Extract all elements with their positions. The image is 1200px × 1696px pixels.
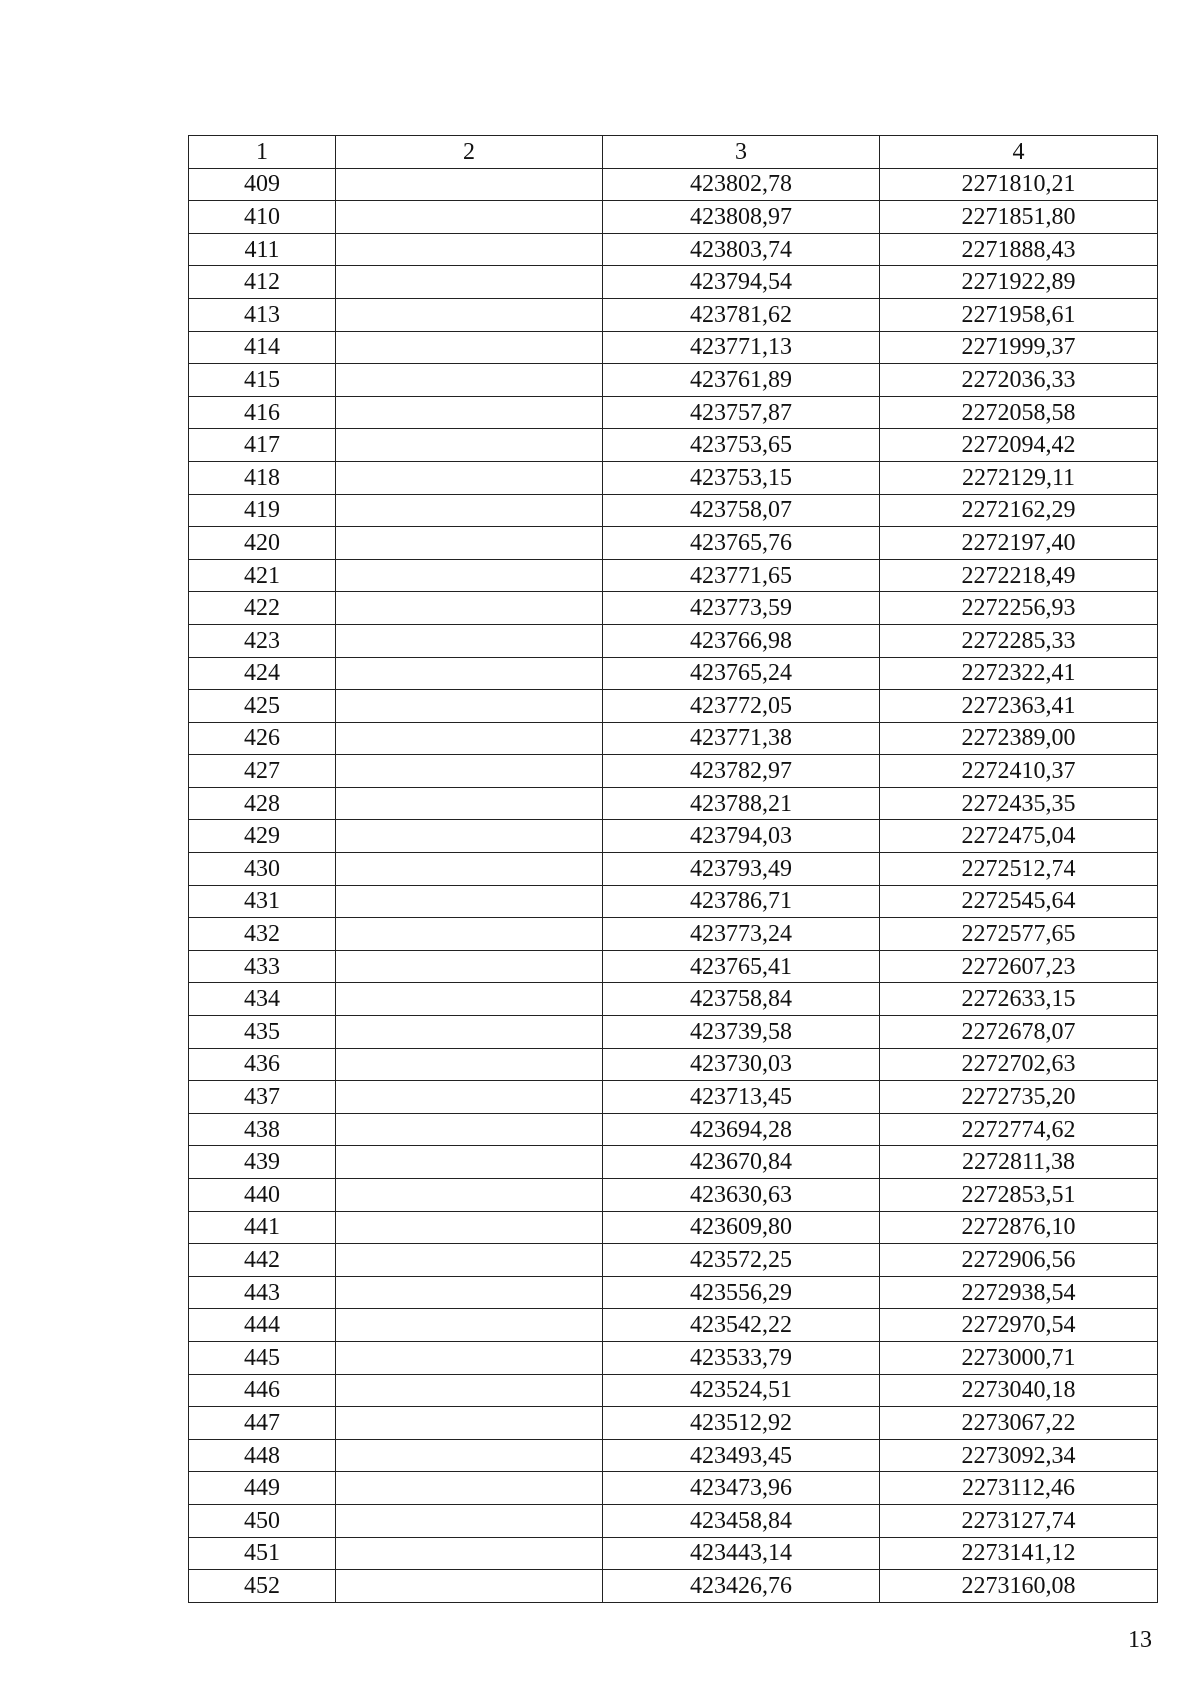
table-row xyxy=(189,168,1158,201)
y-coordinate-cell: 2273160,08 xyxy=(880,1570,1158,1603)
point-number-cell: 430 xyxy=(189,853,336,886)
empty-cell xyxy=(336,461,603,494)
table-row xyxy=(189,1407,1158,1440)
empty-cell xyxy=(336,1211,603,1244)
empty-cell xyxy=(336,1081,603,1114)
empty-cell xyxy=(336,1113,603,1146)
point-number-cell: 447 xyxy=(189,1407,336,1440)
table-row xyxy=(189,983,1158,1016)
point-number-cell: 410 xyxy=(189,201,336,234)
table-row xyxy=(189,885,1158,918)
x-coordinate-cell: 423694,28 xyxy=(603,1113,880,1146)
empty-cell xyxy=(336,201,603,234)
point-number-cell: 425 xyxy=(189,690,336,723)
x-coordinate-cell: 423730,03 xyxy=(603,1048,880,1081)
point-number-cell: 423 xyxy=(189,624,336,657)
y-coordinate-cell: 2272322,41 xyxy=(880,657,1158,690)
x-coordinate-cell: 423808,97 xyxy=(603,201,880,234)
y-coordinate-cell: 2272970,54 xyxy=(880,1309,1158,1342)
y-coordinate-cell: 2272607,23 xyxy=(880,950,1158,983)
table-row xyxy=(189,298,1158,331)
x-coordinate-cell: 423802,78 xyxy=(603,168,880,201)
empty-cell xyxy=(336,853,603,886)
table-row xyxy=(189,1341,1158,1374)
point-number-cell: 448 xyxy=(189,1439,336,1472)
table-header-row xyxy=(189,136,1158,169)
x-coordinate-cell: 423786,71 xyxy=(603,885,880,918)
empty-cell xyxy=(336,918,603,951)
x-coordinate-cell: 423753,15 xyxy=(603,461,880,494)
empty-cell xyxy=(336,1407,603,1440)
empty-cell xyxy=(336,429,603,462)
empty-cell xyxy=(336,1537,603,1570)
table-row xyxy=(189,1439,1158,1472)
table-row xyxy=(189,461,1158,494)
empty-cell xyxy=(336,787,603,820)
y-coordinate-cell: 2272129,11 xyxy=(880,461,1158,494)
column-header-2: 2 xyxy=(336,136,603,169)
x-coordinate-cell: 423782,97 xyxy=(603,755,880,788)
empty-cell xyxy=(336,885,603,918)
table-row xyxy=(189,1374,1158,1407)
table-row xyxy=(189,755,1158,788)
y-coordinate-cell: 2272389,00 xyxy=(880,722,1158,755)
y-coordinate-cell: 2273067,22 xyxy=(880,1407,1158,1440)
empty-cell xyxy=(336,820,603,853)
empty-cell xyxy=(336,1276,603,1309)
y-coordinate-cell: 2273092,34 xyxy=(880,1439,1158,1472)
x-coordinate-cell: 423757,87 xyxy=(603,396,880,429)
empty-cell xyxy=(336,527,603,560)
table-row xyxy=(189,1537,1158,1570)
point-number-cell: 429 xyxy=(189,820,336,853)
y-coordinate-cell: 2272058,58 xyxy=(880,396,1158,429)
table-row xyxy=(189,1244,1158,1277)
y-coordinate-cell: 2273000,71 xyxy=(880,1341,1158,1374)
y-coordinate-cell: 2272774,62 xyxy=(880,1113,1158,1146)
point-number-cell: 418 xyxy=(189,461,336,494)
table-row xyxy=(189,266,1158,299)
x-coordinate-cell: 423773,59 xyxy=(603,592,880,625)
empty-cell xyxy=(336,983,603,1016)
y-coordinate-cell: 2271999,37 xyxy=(880,331,1158,364)
empty-cell xyxy=(336,1341,603,1374)
y-coordinate-cell: 2272256,93 xyxy=(880,592,1158,625)
y-coordinate-cell: 2272633,15 xyxy=(880,983,1158,1016)
table-row xyxy=(189,722,1158,755)
point-number-cell: 412 xyxy=(189,266,336,299)
table-row xyxy=(189,1016,1158,1049)
point-number-cell: 445 xyxy=(189,1341,336,1374)
y-coordinate-cell: 2272678,07 xyxy=(880,1016,1158,1049)
empty-cell xyxy=(336,1374,603,1407)
x-coordinate-cell: 423512,92 xyxy=(603,1407,880,1440)
point-number-cell: 434 xyxy=(189,983,336,1016)
y-coordinate-cell: 2272475,04 xyxy=(880,820,1158,853)
empty-cell xyxy=(336,1048,603,1081)
empty-cell xyxy=(336,364,603,397)
empty-cell xyxy=(336,1179,603,1212)
empty-cell xyxy=(336,1016,603,1049)
y-coordinate-cell: 2271922,89 xyxy=(880,266,1158,299)
point-number-cell: 441 xyxy=(189,1211,336,1244)
y-coordinate-cell: 2272363,41 xyxy=(880,690,1158,723)
column-header-4: 4 xyxy=(880,136,1158,169)
point-number-cell: 411 xyxy=(189,233,336,266)
empty-cell xyxy=(336,298,603,331)
point-number-cell: 442 xyxy=(189,1244,336,1277)
x-coordinate-cell: 423758,84 xyxy=(603,983,880,1016)
empty-cell xyxy=(336,624,603,657)
point-number-cell: 426 xyxy=(189,722,336,755)
point-number-cell: 409 xyxy=(189,168,336,201)
y-coordinate-cell: 2272218,49 xyxy=(880,559,1158,592)
x-coordinate-cell: 423753,65 xyxy=(603,429,880,462)
table-row xyxy=(189,396,1158,429)
x-coordinate-cell: 423473,96 xyxy=(603,1472,880,1505)
x-coordinate-cell: 423771,65 xyxy=(603,559,880,592)
y-coordinate-cell: 2272410,37 xyxy=(880,755,1158,788)
x-coordinate-cell: 423556,29 xyxy=(603,1276,880,1309)
empty-cell xyxy=(336,168,603,201)
point-number-cell: 420 xyxy=(189,527,336,560)
empty-cell xyxy=(336,559,603,592)
point-number-cell: 437 xyxy=(189,1081,336,1114)
table-row xyxy=(189,1081,1158,1114)
x-coordinate-cell: 423533,79 xyxy=(603,1341,880,1374)
y-coordinate-cell: 2272512,74 xyxy=(880,853,1158,886)
y-coordinate-cell: 2272938,54 xyxy=(880,1276,1158,1309)
y-coordinate-cell: 2272735,20 xyxy=(880,1081,1158,1114)
x-coordinate-cell: 423713,45 xyxy=(603,1081,880,1114)
x-coordinate-cell: 423443,14 xyxy=(603,1537,880,1570)
point-number-cell: 450 xyxy=(189,1504,336,1537)
empty-cell xyxy=(336,950,603,983)
point-number-cell: 440 xyxy=(189,1179,336,1212)
empty-cell xyxy=(336,266,603,299)
x-coordinate-cell: 423772,05 xyxy=(603,690,880,723)
table-row xyxy=(189,950,1158,983)
x-coordinate-cell: 423773,24 xyxy=(603,918,880,951)
table-row xyxy=(189,201,1158,234)
table-body xyxy=(189,168,1158,1602)
point-number-cell: 421 xyxy=(189,559,336,592)
y-coordinate-cell: 2272577,65 xyxy=(880,918,1158,951)
point-number-cell: 446 xyxy=(189,1374,336,1407)
table-row xyxy=(189,1309,1158,1342)
table-row xyxy=(189,1570,1158,1603)
point-number-cell: 419 xyxy=(189,494,336,527)
x-coordinate-cell: 423771,13 xyxy=(603,331,880,364)
table-row xyxy=(189,1048,1158,1081)
empty-cell xyxy=(336,690,603,723)
x-coordinate-cell: 423765,41 xyxy=(603,950,880,983)
y-coordinate-cell: 2272435,35 xyxy=(880,787,1158,820)
x-coordinate-cell: 423794,54 xyxy=(603,266,880,299)
page-number: 13 xyxy=(1128,1627,1152,1653)
y-coordinate-cell: 2272094,42 xyxy=(880,429,1158,462)
y-coordinate-cell: 2272197,40 xyxy=(880,527,1158,560)
y-coordinate-cell: 2272036,33 xyxy=(880,364,1158,397)
empty-cell xyxy=(336,1570,603,1603)
x-coordinate-cell: 423630,63 xyxy=(603,1179,880,1212)
x-coordinate-cell: 423765,24 xyxy=(603,657,880,690)
column-header-3: 3 xyxy=(603,136,880,169)
table-row xyxy=(189,853,1158,886)
empty-cell xyxy=(336,233,603,266)
empty-cell xyxy=(336,1439,603,1472)
x-coordinate-cell: 423765,76 xyxy=(603,527,880,560)
point-number-cell: 449 xyxy=(189,1472,336,1505)
table-row xyxy=(189,592,1158,625)
empty-cell xyxy=(336,722,603,755)
table-row xyxy=(189,331,1158,364)
x-coordinate-cell: 423493,45 xyxy=(603,1439,880,1472)
y-coordinate-cell: 2272162,29 xyxy=(880,494,1158,527)
table-row xyxy=(189,918,1158,951)
table-row xyxy=(189,1179,1158,1212)
empty-cell xyxy=(336,1146,603,1179)
point-number-cell: 431 xyxy=(189,885,336,918)
point-number-cell: 443 xyxy=(189,1276,336,1309)
x-coordinate-cell: 423788,21 xyxy=(603,787,880,820)
table-row xyxy=(189,1146,1158,1179)
x-coordinate-cell: 423771,38 xyxy=(603,722,880,755)
y-coordinate-cell: 2273141,12 xyxy=(880,1537,1158,1570)
empty-cell xyxy=(336,331,603,364)
x-coordinate-cell: 423609,80 xyxy=(603,1211,880,1244)
x-coordinate-cell: 423458,84 xyxy=(603,1504,880,1537)
table-row xyxy=(189,1276,1158,1309)
table-row xyxy=(189,657,1158,690)
point-number-cell: 424 xyxy=(189,657,336,690)
y-coordinate-cell: 2271810,21 xyxy=(880,168,1158,201)
y-coordinate-cell: 2272876,10 xyxy=(880,1211,1158,1244)
x-coordinate-cell: 423803,74 xyxy=(603,233,880,266)
empty-cell xyxy=(336,657,603,690)
point-number-cell: 417 xyxy=(189,429,336,462)
table-row xyxy=(189,364,1158,397)
empty-cell xyxy=(336,494,603,527)
y-coordinate-cell: 2273040,18 xyxy=(880,1374,1158,1407)
point-number-cell: 452 xyxy=(189,1570,336,1603)
table-row xyxy=(189,527,1158,560)
x-coordinate-cell: 423793,49 xyxy=(603,853,880,886)
table-row xyxy=(189,690,1158,723)
point-number-cell: 428 xyxy=(189,787,336,820)
point-number-cell: 451 xyxy=(189,1537,336,1570)
x-coordinate-cell: 423761,89 xyxy=(603,364,880,397)
x-coordinate-cell: 423670,84 xyxy=(603,1146,880,1179)
point-number-cell: 413 xyxy=(189,298,336,331)
empty-cell xyxy=(336,755,603,788)
y-coordinate-cell: 2272545,64 xyxy=(880,885,1158,918)
x-coordinate-cell: 423426,76 xyxy=(603,1570,880,1603)
y-coordinate-cell: 2271888,43 xyxy=(880,233,1158,266)
x-coordinate-cell: 423758,07 xyxy=(603,494,880,527)
y-coordinate-cell: 2272853,51 xyxy=(880,1179,1158,1212)
point-number-cell: 436 xyxy=(189,1048,336,1081)
point-number-cell: 422 xyxy=(189,592,336,625)
empty-cell xyxy=(336,1309,603,1342)
point-number-cell: 439 xyxy=(189,1146,336,1179)
point-number-cell: 432 xyxy=(189,918,336,951)
table-row xyxy=(189,494,1158,527)
table-row xyxy=(189,1504,1158,1537)
y-coordinate-cell: 2272906,56 xyxy=(880,1244,1158,1277)
x-coordinate-cell: 423572,25 xyxy=(603,1244,880,1277)
empty-cell xyxy=(336,396,603,429)
y-coordinate-cell: 2271958,61 xyxy=(880,298,1158,331)
x-coordinate-cell: 423766,98 xyxy=(603,624,880,657)
point-number-cell: 427 xyxy=(189,755,336,788)
column-header-1: 1 xyxy=(189,136,336,169)
x-coordinate-cell: 423794,03 xyxy=(603,820,880,853)
x-coordinate-cell: 423524,51 xyxy=(603,1374,880,1407)
x-coordinate-cell: 423781,62 xyxy=(603,298,880,331)
point-number-cell: 438 xyxy=(189,1113,336,1146)
table-row xyxy=(189,787,1158,820)
y-coordinate-cell: 2272811,38 xyxy=(880,1146,1158,1179)
table-row xyxy=(189,1113,1158,1146)
point-number-cell: 444 xyxy=(189,1309,336,1342)
table-row xyxy=(189,233,1158,266)
y-coordinate-cell: 2272702,63 xyxy=(880,1048,1158,1081)
empty-cell xyxy=(336,1472,603,1505)
empty-cell xyxy=(336,1244,603,1277)
table-row xyxy=(189,820,1158,853)
table-row xyxy=(189,559,1158,592)
y-coordinate-cell: 2272285,33 xyxy=(880,624,1158,657)
table-row xyxy=(189,624,1158,657)
table-row xyxy=(189,429,1158,462)
point-number-cell: 435 xyxy=(189,1016,336,1049)
point-number-cell: 433 xyxy=(189,950,336,983)
table-row xyxy=(189,1211,1158,1244)
x-coordinate-cell: 423739,58 xyxy=(603,1016,880,1049)
coordinates-table xyxy=(188,135,1158,1603)
empty-cell xyxy=(336,1504,603,1537)
point-number-cell: 414 xyxy=(189,331,336,364)
point-number-cell: 416 xyxy=(189,396,336,429)
y-coordinate-cell: 2271851,80 xyxy=(880,201,1158,234)
y-coordinate-cell: 2273112,46 xyxy=(880,1472,1158,1505)
x-coordinate-cell: 423542,22 xyxy=(603,1309,880,1342)
table-row xyxy=(189,1472,1158,1505)
empty-cell xyxy=(336,592,603,625)
y-coordinate-cell: 2273127,74 xyxy=(880,1504,1158,1537)
point-number-cell: 415 xyxy=(189,364,336,397)
